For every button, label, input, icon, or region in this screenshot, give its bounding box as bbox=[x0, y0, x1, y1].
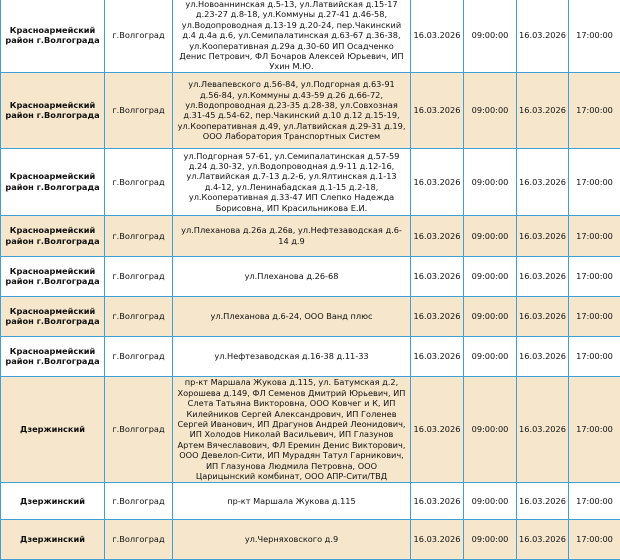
district-cell: Красноармейский район г.Волгограда bbox=[1, 215, 105, 256]
district-cell: Красноармейский район г.Волгограда bbox=[1, 296, 105, 336]
end-date-cell: 16.03.2026 bbox=[517, 148, 569, 215]
start-time-cell: 09:00:00 bbox=[464, 482, 517, 519]
start-date-cell: 16.03.2026 bbox=[411, 336, 464, 376]
start-time-cell: 09:00:00 bbox=[464, 336, 517, 376]
end-date-cell: 16.03.2026 bbox=[517, 482, 569, 519]
table-body bbox=[1, 0, 620, 559]
table-row bbox=[1, 0, 620, 72]
address-cell: ул.Левапевского д.56-84, ул.Подгорная д.63-91 д.56-84, ул.Коммуны д.43-59 д.26 д.66-72, ул.Водопроводная д.23-35 д.28-38, ул.Совхозная д.31-45 д.54-62, пер.Чакинский д.10 д.12 д.15-19, ул.Кооперативная д.49, ул.Латвийская д.29-31 д.19, ООО Лаборатория Транспортных Систем bbox=[173, 72, 411, 148]
start-date-cell: 16.03.2026 bbox=[411, 296, 464, 336]
start-time-cell: 09:00:00 bbox=[464, 296, 517, 336]
end-time-cell: 17:00:00 bbox=[569, 148, 620, 215]
start-date-cell: 16.03.2026 bbox=[411, 0, 464, 72]
district-cell: Дзержинский bbox=[1, 376, 105, 482]
city-cell: г.Волгоград bbox=[105, 336, 173, 376]
end-date-cell: 16.03.2026 bbox=[517, 215, 569, 256]
end-date-cell: 16.03.2026 bbox=[517, 256, 569, 296]
city-cell: г.Волгоград bbox=[105, 376, 173, 482]
district-cell: Красноармейский район г.Волгограда bbox=[1, 148, 105, 215]
start-time-cell: 09:00:00 bbox=[464, 519, 517, 559]
table-row bbox=[1, 519, 620, 559]
end-time-cell: 17:00:00 bbox=[569, 519, 620, 559]
start-date-cell: 16.03.2026 bbox=[411, 215, 464, 256]
start-time-cell: 09:00:00 bbox=[464, 376, 517, 482]
table-row bbox=[1, 296, 620, 336]
end-date-cell: 16.03.2026 bbox=[517, 72, 569, 148]
district-cell: Красноармейский район г.Волгограда bbox=[1, 256, 105, 296]
city-cell: г.Волгоград bbox=[105, 256, 173, 296]
table-row bbox=[1, 376, 620, 482]
city-cell: г.Волгоград bbox=[105, 0, 173, 72]
table-row bbox=[1, 256, 620, 296]
end-time-cell: 17:00:00 bbox=[569, 482, 620, 519]
city-cell: г.Волгоград bbox=[105, 296, 173, 336]
start-time-cell: 09:00:00 bbox=[464, 256, 517, 296]
start-date-cell: 16.03.2026 bbox=[411, 148, 464, 215]
city-cell: г.Волгоград bbox=[105, 72, 173, 148]
end-time-cell: 17:00:00 bbox=[569, 215, 620, 256]
address-cell: ул.Черняховского д.9 bbox=[173, 519, 411, 559]
end-date-cell: 16.03.2026 bbox=[517, 0, 569, 72]
city-cell: г.Волгоград bbox=[105, 215, 173, 256]
start-time-cell: 09:00:00 bbox=[464, 0, 517, 72]
end-time-cell: 17:00:00 bbox=[569, 376, 620, 482]
start-time-cell: 09:00:00 bbox=[464, 72, 517, 148]
address-cell: ул.Плеханова д.26-68 bbox=[173, 256, 411, 296]
end-date-cell: 16.03.2026 bbox=[517, 376, 569, 482]
address-cell: ул.Плеханова д.6-24, ООО Ванд плюс bbox=[173, 296, 411, 336]
address-cell: пр-кт Маршала Жукова д.115 bbox=[173, 482, 411, 519]
city-cell: г.Волгоград bbox=[105, 148, 173, 215]
district-cell: Красноармейский район г.Волгограда bbox=[1, 72, 105, 148]
district-cell: Красноармейский район г.Волгограда bbox=[1, 336, 105, 376]
start-date-cell: 16.03.2026 bbox=[411, 376, 464, 482]
start-date-cell: 16.03.2026 bbox=[411, 72, 464, 148]
address-cell: ул.Подгорная 57-61, ул.Семипалатинская д.57-59 д.24 д.30-32, ул.Водопроводная д.9-11 д.12-16, ул.Латвийская д.7-13 д.2-6, ул.Ялтинская д.1-13 д.4-12, ул.Ленинабадская д.1-15 д.2-18, ул.Кооперативная д.33-47 ИП Слепко Надежда Борисовна, ИП Красильникова Е.И. bbox=[173, 148, 411, 215]
start-date-cell: 16.03.2026 bbox=[411, 256, 464, 296]
address-cell: ул.Новоаннинская д.5-13, ул.Латвийская д.15-17 д.23-27 д.8-18, ул.Коммуны д.27-41 д.46-58, ул.Водопроводная д.13-19 д.20-24, пер.Чакинский д.4 д.4а д.6, ул.Семипалатинская д.63-67 д.36-38, ул.Кооперативная д.29а д.30-60 ИП Осадченко Денис Петрович, ФЛ Бочаров Алексей Юрьевич, ИП Ухин М.Ю. bbox=[173, 0, 411, 72]
end-time-cell: 17:00:00 bbox=[569, 256, 620, 296]
end-time-cell: 17:00:00 bbox=[569, 0, 620, 72]
district-cell: Дзержинский bbox=[1, 482, 105, 519]
end-date-cell: 16.03.2026 bbox=[517, 336, 569, 376]
end-date-cell: 16.03.2026 bbox=[517, 296, 569, 336]
start-date-cell: 16.03.2026 bbox=[411, 482, 464, 519]
end-time-cell: 17:00:00 bbox=[569, 72, 620, 148]
district-cell: Красноармейский район г.Волгограда bbox=[1, 0, 105, 72]
address-cell: пр-кт Маршала Жукова д.115, ул. Батумская д.2, Хорошева д.149, ФЛ Семенов Дмитрий Юрьевич, ИП Слета Татьяна Викторовна, ООО Ковчег и К, ИП Килейников Сергей Александрович, ИП Голенев Сергей Иванович, ИП Драгунов Андрей Леонидович, ИП Холодов Николай Васильевич, ИП Глазунов Артем Вячеславович, ФЛ Еремин Денис Викторович, ООО Девелоп-Сити, ИП Мурадян Татул Гарникович, ИП Глазунова Людмила Петровна, ООО Царицынский комбинат, ООО АПР-Сити/ТВД bbox=[173, 376, 411, 482]
end-time-cell: 17:00:00 bbox=[569, 296, 620, 336]
district-cell: Дзержинский bbox=[1, 519, 105, 559]
table-row bbox=[1, 336, 620, 376]
table-row bbox=[1, 72, 620, 148]
end-date-cell: 16.03.2026 bbox=[517, 519, 569, 559]
table-row bbox=[1, 148, 620, 215]
table-row bbox=[1, 482, 620, 519]
table-row bbox=[1, 215, 620, 256]
address-cell: ул.Нефтезаводская д.16-38 д.11-33 bbox=[173, 336, 411, 376]
start-date-cell: 16.03.2026 bbox=[411, 519, 464, 559]
start-time-cell: 09:00:00 bbox=[464, 215, 517, 256]
city-cell: г.Волгоград bbox=[105, 519, 173, 559]
start-time-cell: 09:00:00 bbox=[464, 148, 517, 215]
city-cell: г.Волгоград bbox=[105, 482, 173, 519]
address-cell: ул.Плеханова д.26а д.26в, ул.Нефтезаводская д.6-14 д.9 bbox=[173, 215, 411, 256]
end-time-cell: 17:00:00 bbox=[569, 336, 620, 376]
